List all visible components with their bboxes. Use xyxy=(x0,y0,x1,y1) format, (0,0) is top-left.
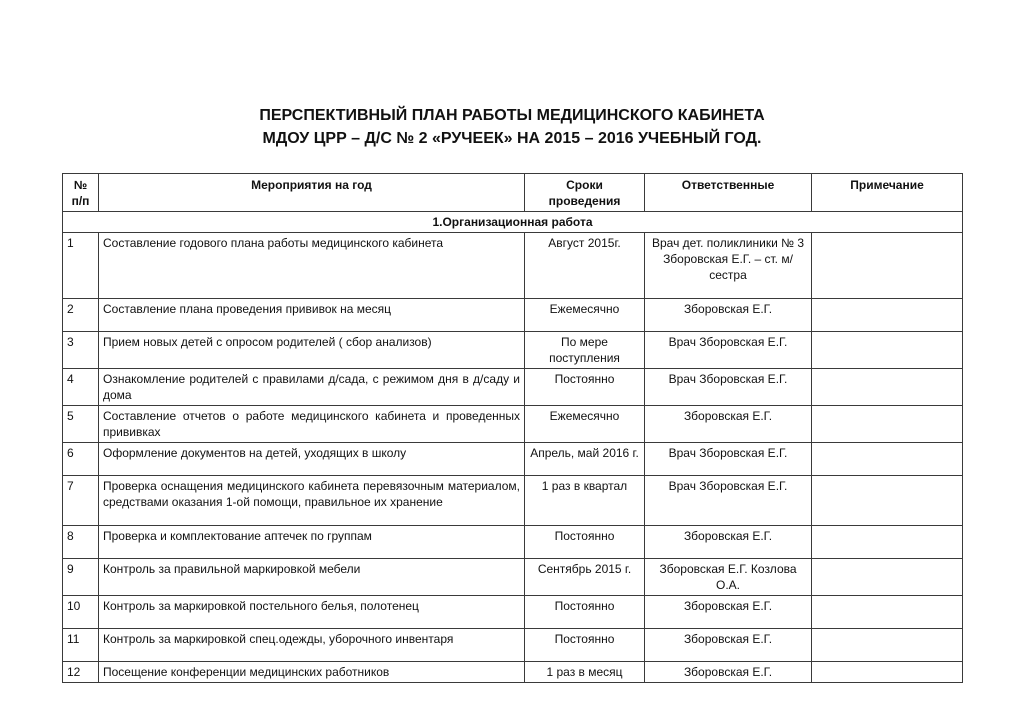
row-deadline: Апрель, май 2016 г. xyxy=(525,443,645,476)
row-note xyxy=(812,629,963,662)
row-deadline: Ежемесячно xyxy=(525,406,645,443)
row-responsible: Врач Зборовская Е.Г. xyxy=(645,476,812,526)
row-activity: Проверка оснащения медицинского кабинета перевязочным материалом, средствами оказания 1-ой помощи, правильное их хранение xyxy=(99,476,525,526)
table-row xyxy=(63,559,963,596)
row-responsible: Зборовская Е.Г. xyxy=(645,406,812,443)
row-activity: Посещение конференции медицинских работников xyxy=(99,662,525,683)
header-note: Примечание xyxy=(812,174,963,212)
row-deadline: 1 раз в квартал xyxy=(525,476,645,526)
row-num: 5 xyxy=(63,406,99,443)
row-activity: Ознакомление родителей с правилами д/сада, с режимом дня в д/саду и дома xyxy=(99,369,525,406)
row-responsible: Зборовская Е.Г. xyxy=(645,596,812,629)
row-note xyxy=(812,559,963,596)
row-activity: Составление годового плана работы медицинского кабинета xyxy=(99,233,525,299)
row-note xyxy=(812,406,963,443)
row-num: 11 xyxy=(63,629,99,662)
row-num: 8 xyxy=(63,526,99,559)
table-row xyxy=(63,233,963,299)
row-deadline: Август 2015г. xyxy=(525,233,645,299)
row-activity: Контроль за правильной маркировкой мебели xyxy=(99,559,525,596)
table-row xyxy=(63,662,963,683)
table-row xyxy=(63,443,963,476)
row-activity: Оформление документов на детей, уходящих в школу xyxy=(99,443,525,476)
header-deadline: Сроки проведения xyxy=(525,174,645,212)
row-num: 10 xyxy=(63,596,99,629)
row-deadline: По мере поступления xyxy=(525,332,645,369)
row-responsible: Зборовская Е.Г. xyxy=(645,299,812,332)
row-deadline: Постоянно xyxy=(525,369,645,406)
row-activity: Проверка и комплектование аптечек по группам xyxy=(99,526,525,559)
title-line-2: МДОУ ЦРР – Д/С № 2 «РУЧЕЕК» НА 2015 – 2016 УЧЕБНЫЙ ГОД. xyxy=(262,130,762,147)
row-deadline: 1 раз в месяц xyxy=(525,662,645,683)
row-responsible: Врач Зборовская Е.Г. xyxy=(645,369,812,406)
row-activity: Прием новых детей с опросом родителей ( сбор анализов) xyxy=(99,332,525,369)
table-row xyxy=(63,629,963,662)
table-row xyxy=(63,406,963,443)
row-responsible: Зборовская Е.Г. xyxy=(645,629,812,662)
section-title: 1.Организационная работа xyxy=(63,212,963,233)
header-responsible: Ответственные xyxy=(645,174,812,212)
row-num: 2 xyxy=(63,299,99,332)
table-row xyxy=(63,332,963,369)
row-note xyxy=(812,369,963,406)
table-row xyxy=(63,369,963,406)
row-note xyxy=(812,662,963,683)
row-activity: Составление отчетов о работе медицинского кабинета и проведенных прививках xyxy=(99,406,525,443)
row-num: 1 xyxy=(63,233,99,299)
header-row xyxy=(63,174,963,212)
section-row xyxy=(63,212,963,233)
row-responsible: Врач Зборовская Е.Г. xyxy=(645,332,812,369)
row-responsible: Врач дет. поликлиники № 3 Зборовская Е.Г. – ст. м/сестра xyxy=(645,233,812,299)
row-note xyxy=(812,476,963,526)
row-num: 6 xyxy=(63,443,99,476)
row-deadline: Постоянно xyxy=(525,596,645,629)
row-deadline: Постоянно xyxy=(525,629,645,662)
table-row xyxy=(63,596,963,629)
table-row xyxy=(63,526,963,559)
row-activity: Контроль за маркировкой спец.одежды, уборочного инвентаря xyxy=(99,629,525,662)
row-note xyxy=(812,233,963,299)
header-num: № п/п xyxy=(63,174,99,212)
row-num: 4 xyxy=(63,369,99,406)
table-row xyxy=(63,476,963,526)
row-note xyxy=(812,526,963,559)
document-title xyxy=(0,104,1024,150)
row-deadline: Сентябрь 2015 г. xyxy=(525,559,645,596)
row-num: 12 xyxy=(63,662,99,683)
plan-table xyxy=(62,173,963,683)
row-responsible: Врач Зборовская Е.Г. xyxy=(645,443,812,476)
row-responsible: Зборовская Е.Г. xyxy=(645,526,812,559)
header-activity: Мероприятия на год xyxy=(99,174,525,212)
row-deadline: Постоянно xyxy=(525,526,645,559)
row-activity: Контроль за маркировкой постельного белья, полотенец xyxy=(99,596,525,629)
row-num: 3 xyxy=(63,332,99,369)
row-deadline: Ежемесячно xyxy=(525,299,645,332)
row-activity: Составление плана проведения прививок на месяц xyxy=(99,299,525,332)
row-note xyxy=(812,596,963,629)
row-note xyxy=(812,299,963,332)
table-row xyxy=(63,299,963,332)
row-num: 9 xyxy=(63,559,99,596)
row-num: 7 xyxy=(63,476,99,526)
row-responsible: Зборовская Е.Г. Козлова О.А. xyxy=(645,559,812,596)
row-note xyxy=(812,443,963,476)
title-line-1: ПЕРСПЕКТИВНЫЙ ПЛАН РАБОТЫ МЕДИЦИНСКОГО КАБИНЕТА xyxy=(259,107,765,124)
row-responsible: Зборовская Е.Г. xyxy=(645,662,812,683)
row-note xyxy=(812,332,963,369)
